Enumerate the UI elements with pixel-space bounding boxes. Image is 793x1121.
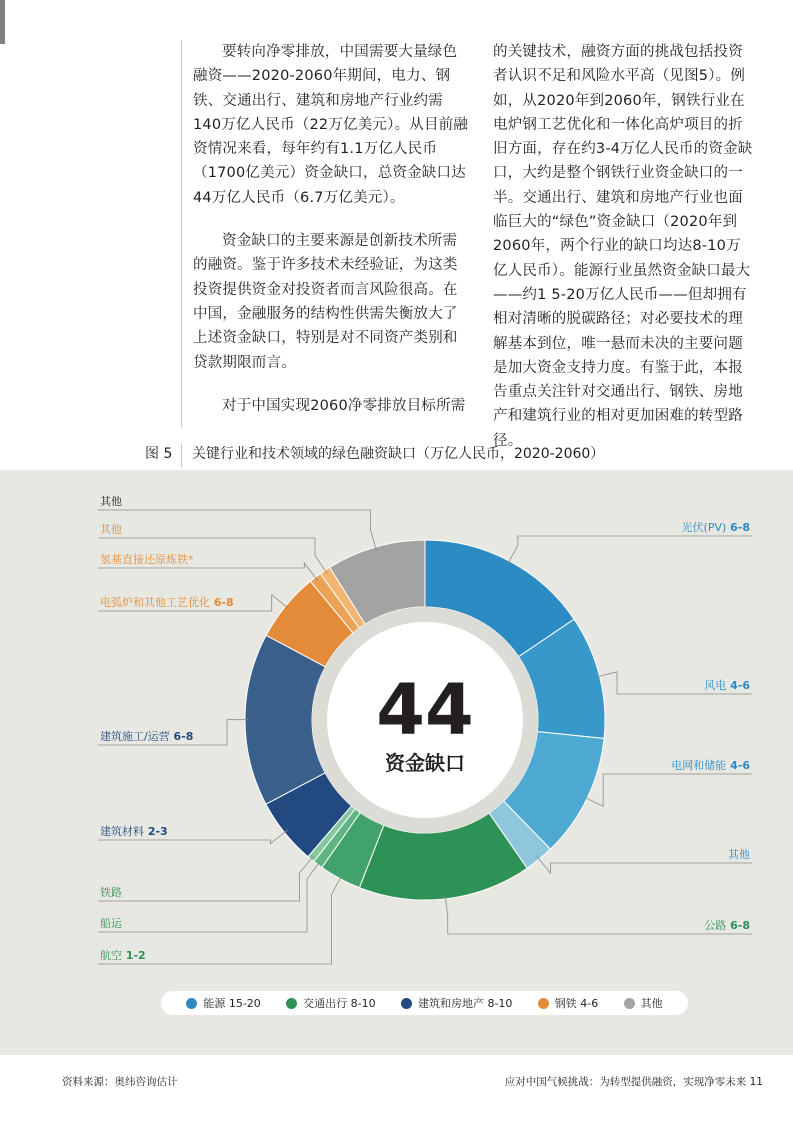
legend-label: 钢铁 4-6 [554, 997, 599, 1010]
leader-line [98, 861, 320, 932]
legend-label: 交通出行 8-10 [303, 997, 376, 1010]
legend-swatch [624, 998, 635, 1009]
leader-line [98, 510, 377, 551]
legend-item-transport [286, 995, 375, 1011]
legend-item-energy [186, 995, 260, 1011]
chart-legend [161, 991, 688, 1015]
slice-label: 其他 [100, 495, 122, 508]
slice-label: 航空 1-2 [100, 949, 146, 962]
leader-line [98, 856, 313, 901]
legend-item-steel [538, 995, 598, 1011]
source-note: 资料来源：奥纬咨询估计 [62, 1076, 178, 1088]
paragraph: 要转向净零排放，中国需要大量绿色融资——2020-2060年期间，电力、钢铁、交通出行、建筑和房地产行业约需140万亿人民币（22万亿美元）。从目前融资情况来看，每年约有1.1万亿人民币（1700亿美元）资金缺口，总资金缺口达44万亿人民币（6.7万亿美元）。 [193, 44, 469, 206]
slice-label: 船运 [100, 917, 122, 930]
page-footer [505, 1074, 763, 1089]
page-number: 11 [749, 1076, 763, 1088]
paragraph: 资金缺口的主要来源是创新技术所需的融资。鉴于许多技术未经验证，为这类投资提供资金对投资者而言风险很高。在中国，金融服务的结构性供需失衡放大了上述资金缺口，特别是对不同资产类别和贷款期限而言。 [193, 233, 458, 371]
slice-label: 铁路 [100, 886, 122, 899]
running-title: 应对中国气候挑战：为转型提供融资，实现净零未来 [504, 1076, 747, 1088]
paragraph: 的关键技术，融资方面的挑战包括投资者认识不足和风险水平高（见图5）。例如，从2020年到2060年，钢铁行业在电炉钢工艺优化和一体化高炉项目的折旧方面，存在约3-4万亿人民币的资金缺口，大约是整个钢铁行业资金缺口的一半。交通出行、建筑和房地产行业也面临巨大的“绿色”资金缺口（2020年到2060年，两个行业的缺口均达8-10万亿人民币）。能源行业虽然资金缺口最大——约1 5-20万亿人民币——但却拥有相对清晰的脱碳路径；对必要技术的理解基本到位，唯一悬而未决的主要问题是加大资金支持力度。有鉴于此，本报告重点关注针对交通出行、钢铁、房地产和建筑行业的相对更加困难的转型路径。 [493, 44, 753, 449]
slice-label: 公路 6-8 [704, 919, 750, 932]
legend-swatch [401, 998, 412, 1009]
center-value: 44 [376, 669, 474, 751]
figure-title: 关键行业和技术领域的绿色融资缺口（万亿人民币，2020-2060） [192, 446, 605, 462]
slice-label: 建筑材料 2-3 [100, 825, 168, 838]
legend-swatch [286, 998, 297, 1009]
paragraph: 对于中国实现2060净零排放目标所需 [222, 397, 466, 414]
legend-label: 建筑和房地产 8-10 [417, 997, 513, 1010]
slice-label: 光伏(PV) 6-8 [681, 521, 750, 534]
slice-label: 其他 [100, 523, 122, 536]
legend-swatch [538, 998, 549, 1009]
leader-line [537, 856, 752, 873]
leader-line [583, 774, 752, 806]
legend-item-other [624, 995, 663, 1011]
figure-number: 图 5 [145, 446, 173, 462]
legend-swatch [186, 998, 197, 1009]
slice-label: 建筑施工/运营 6-8 [100, 730, 194, 743]
leader-line [508, 536, 752, 565]
legend-label: 能源 15-20 [203, 997, 261, 1010]
legend-item-buildings [401, 995, 512, 1011]
slice-label: 其他 [728, 848, 750, 861]
slice-label: 风电 4-6 [704, 679, 750, 692]
slice-label: 电网和储能 4-6 [671, 759, 750, 772]
slice-label: 氢基直接还原炼铁* [100, 553, 194, 566]
legend-label: 其他 [640, 997, 663, 1010]
slice-label: 电弧炉和其他工艺优化 6-8 [100, 596, 234, 609]
center-label: 资金缺口 [385, 751, 465, 775]
